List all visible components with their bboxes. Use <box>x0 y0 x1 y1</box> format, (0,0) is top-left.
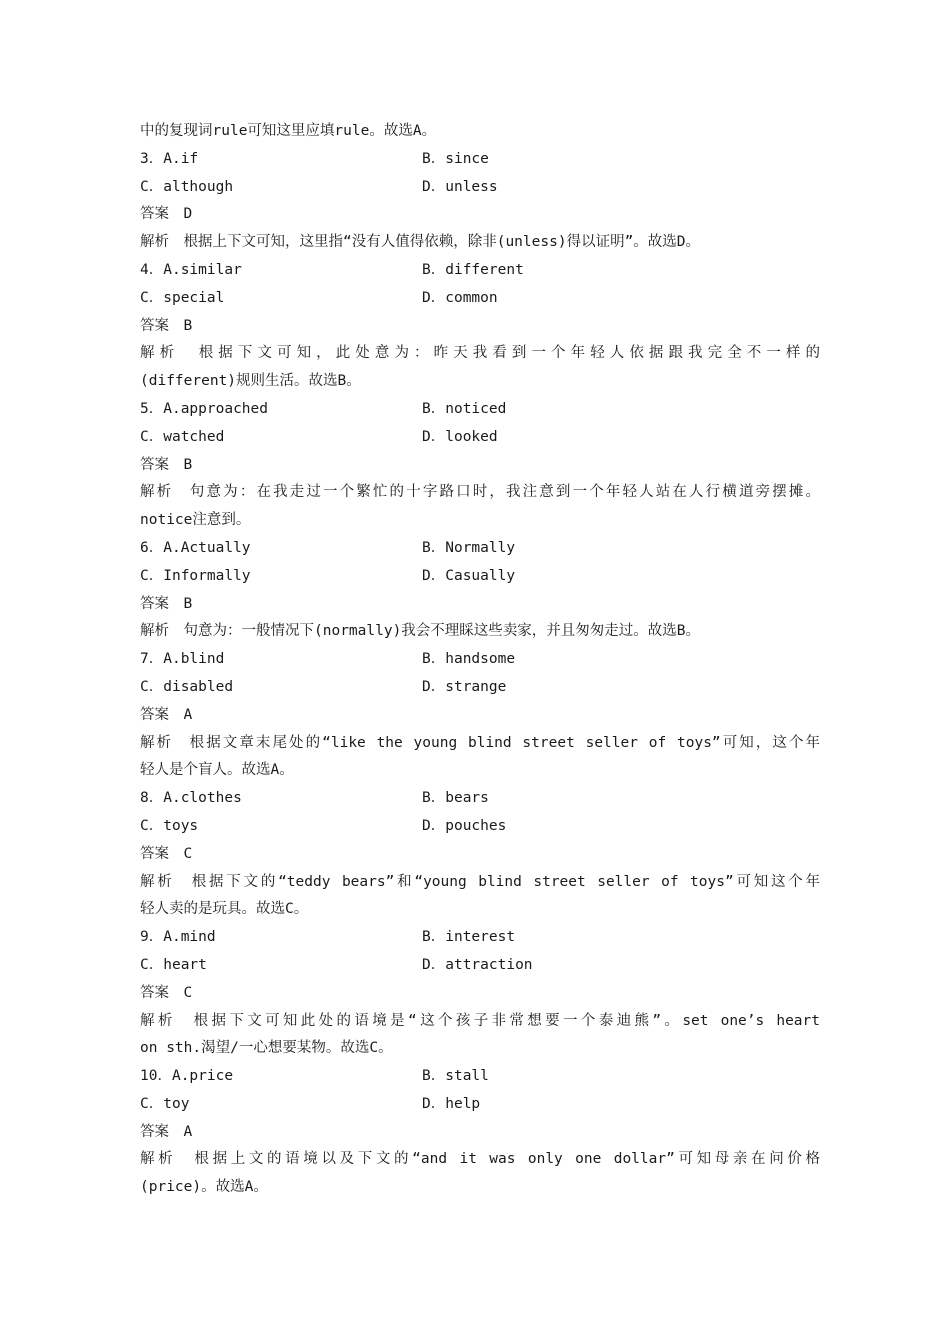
option-a: 9．A.mind <box>140 929 216 946</box>
question-list <box>140 146 820 1202</box>
options-row <box>140 813 820 841</box>
options-row <box>140 674 820 702</box>
question-block <box>140 646 820 785</box>
document-body <box>140 118 820 1202</box>
answer-line: 答案 B <box>140 317 193 334</box>
answer-line: 答案 C <box>140 845 193 862</box>
option-a: 5．A.approached <box>140 400 268 417</box>
question-block <box>140 924 820 1063</box>
option-d: D．unless <box>422 178 498 195</box>
options-row <box>140 396 820 424</box>
option-c: C．disabled <box>140 678 234 695</box>
options-row <box>140 1063 820 1091</box>
analysis-line: 解析 根据下文的“teddy bears”和“young blind street seller of toys”可知这个年 <box>140 873 820 890</box>
option-b: B．bears <box>422 790 489 807</box>
question-block <box>140 1063 820 1202</box>
intro-line: 中的复现词rule可知这里应填rule。故选A。 <box>140 123 437 139</box>
option-a: 6．A.Actually <box>140 539 251 556</box>
answer-line: 答案 B <box>140 595 193 612</box>
options-row <box>140 563 820 591</box>
option-c: C．although <box>140 178 234 195</box>
options-row <box>140 952 820 980</box>
option-b: B．stall <box>422 1068 489 1085</box>
analysis-line: 解析 根据下文可知，此处意为：昨天我看到一个年轻人依据跟我完全不一样的 <box>140 345 820 362</box>
answer-line: 答案 C <box>140 984 193 1001</box>
option-b: B．Normally <box>422 539 516 556</box>
analysis-line: notice注意到。 <box>140 512 251 529</box>
option-d: D．Casually <box>422 567 516 584</box>
option-c: C．special <box>140 289 225 306</box>
options-row <box>140 1091 820 1119</box>
analysis-line: 解析 根据下文可知此处的语境是“这个孩子非常想要一个泰迪熊”。set one’s heart <box>140 1012 820 1029</box>
option-a: 3．A.if <box>140 150 199 167</box>
options-row <box>140 535 820 563</box>
option-c: C．toy <box>140 1095 190 1112</box>
analysis-line: 解析 句意为：一般情况下(normally)我会不理睬这些卖家，并且匆匆走过。故选B。 <box>140 623 701 640</box>
option-b: B．different <box>422 261 524 278</box>
answer-line: 答案 D <box>140 206 193 223</box>
question-block <box>140 396 820 535</box>
answer-line: 答案 A <box>140 1123 193 1140</box>
options-row <box>140 257 820 285</box>
options-row <box>140 785 820 813</box>
question-block <box>140 146 820 257</box>
options-row <box>140 646 820 674</box>
options-row <box>140 285 820 313</box>
options-row <box>140 146 820 174</box>
option-b: B．noticed <box>422 400 507 417</box>
option-a: 10．A.price <box>140 1068 234 1085</box>
analysis-line: 解析 根据上文的语境以及下文的“and it was only one dollar”可知母亲在问价格 <box>140 1151 820 1168</box>
option-d: D．help <box>422 1095 481 1112</box>
option-c: C．Informally <box>140 567 251 584</box>
option-d: D．pouches <box>422 817 507 834</box>
analysis-line: 解析 根据上下文可知，这里指“没有人值得依赖，除非(unless)得以证明”。故选D。 <box>140 234 701 251</box>
option-c: C．toys <box>140 817 199 834</box>
answer-line: 答案 A <box>140 706 193 723</box>
option-c: C．watched <box>140 428 225 445</box>
option-d: D．common <box>422 289 498 306</box>
options-row <box>140 424 820 452</box>
option-d: D．attraction <box>422 956 533 973</box>
analysis-line: (different)规则生活。故选B。 <box>140 373 361 390</box>
options-row <box>140 174 820 202</box>
question-block <box>140 785 820 924</box>
option-b: B．handsome <box>422 651 516 668</box>
options-row <box>140 924 820 952</box>
analysis-line: 轻人是个盲人。故选A。 <box>140 762 294 779</box>
analysis-line: 轻人卖的是玩具。故选C。 <box>140 901 309 918</box>
question-block <box>140 535 820 646</box>
option-b: B．interest <box>422 929 516 946</box>
question-block <box>140 257 820 396</box>
option-a: 4．A.similar <box>140 261 242 278</box>
option-b: B．since <box>422 150 489 167</box>
option-d: D．looked <box>422 428 498 445</box>
answer-line: 答案 B <box>140 456 193 473</box>
analysis-line: 解析 根据文章末尾处的“like the young blind street seller of toys”可知，这个年 <box>140 734 820 751</box>
option-a: 8．A.clothes <box>140 790 242 807</box>
option-d: D．strange <box>422 678 507 695</box>
analysis-line: on sth.渴望/一心想要某物。故选C。 <box>140 1040 393 1057</box>
analysis-line: (price)。故选A。 <box>140 1179 268 1196</box>
option-a: 7．A.blind <box>140 651 225 668</box>
analysis-line: 解析 句意为：在我走过一个繁忙的十字路口时，我注意到一个年轻人站在人行横道旁摆摊。 <box>140 484 820 501</box>
option-c: C．heart <box>140 956 207 973</box>
